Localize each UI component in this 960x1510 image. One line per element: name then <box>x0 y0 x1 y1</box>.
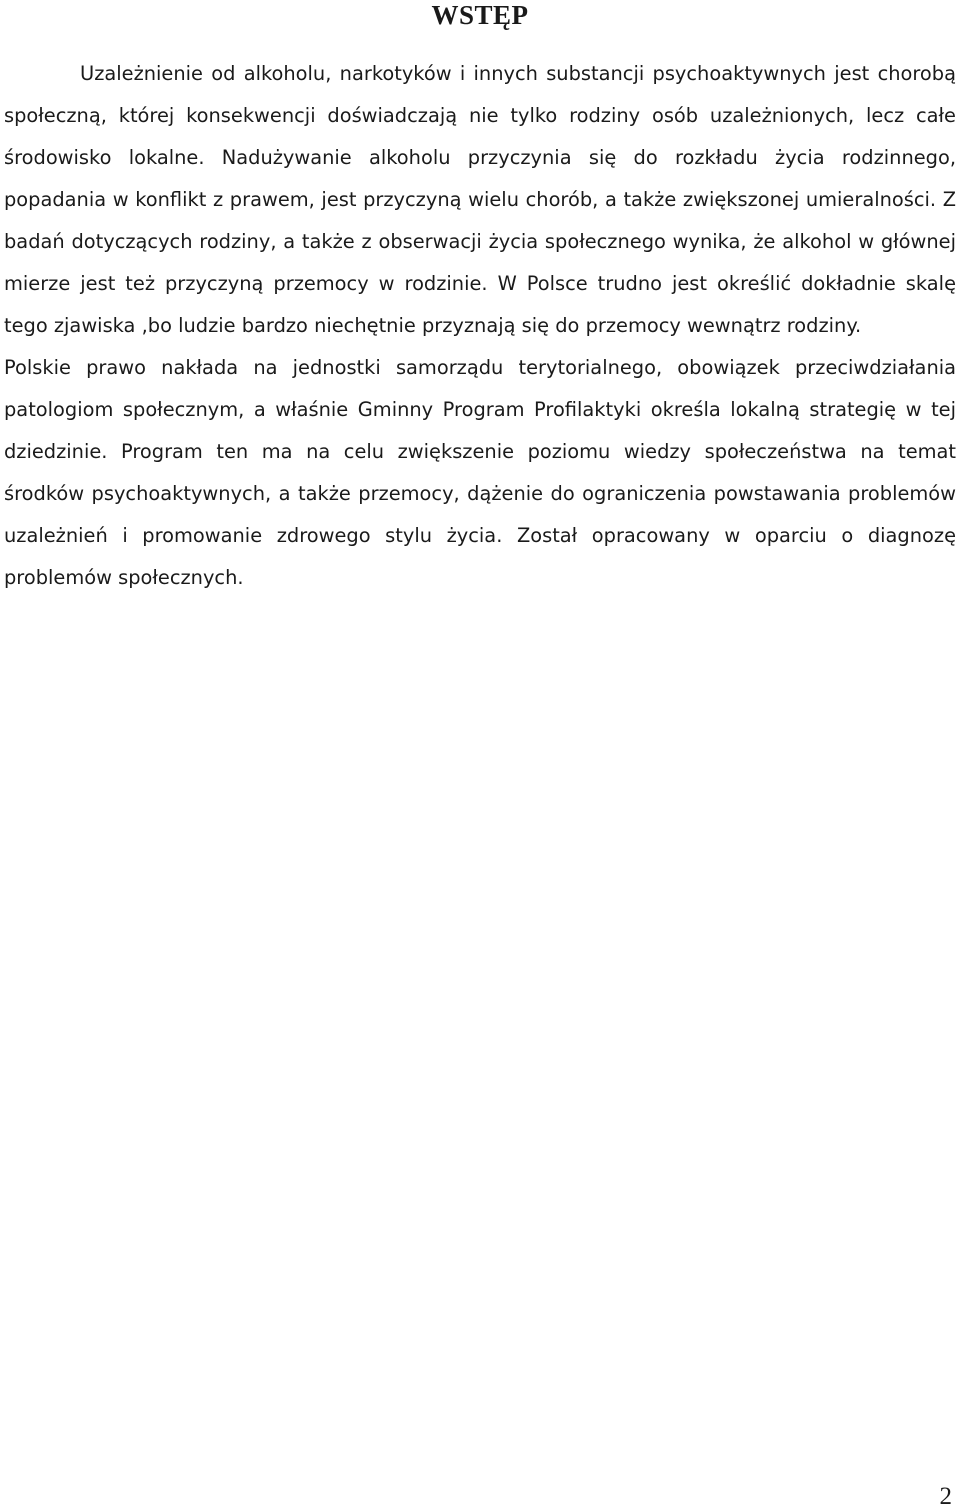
paragraph-program: Polskie prawo nakłada na jednostki samorządu terytorialnego, obowiązek przeciwdziałania patologiom społecznym, a właśnie Gminny Program Profilaktyki określa lokalną strategię w tej dziedzinie. Program ten ma na celu zwiększenie poziomu wiedzy społeczeństwa na temat środków psychoaktywnych, a także przemocy, dążenie do ograniczenia powstawania problemów uzależnień i promowanie zdrowego stylu życia. Został opracowany w oparciu o diagnozę problemów społecznych. <box>4 356 956 589</box>
paragraph-intro: Uzależnienie od alkoholu, narkotyków i innych substancji psychoaktywnych jest chorobą społeczną, której konsekwencji doświadczają nie tylko rodziny osób uzależnionych, lecz całe środowisko lokalne. Nadużywanie alkoholu przyczynia się do rozkładu życia rodzinnego, popadania w konflikt z prawem, jest przyczyną wielu chorób, a także zwiększonej umieralności. Z badań dotyczących rodziny, a także z obserwacji życia społecznego wynika, że alkohol w głównej mierze jest też przyczyną przemocy w rodzinie. W Polsce trudno jest określić dokładnie skalę tego zjawiska ,bo ludzie bardzo niechętnie przyznają się do przemocy wewnątrz rodziny. <box>4 62 956 337</box>
page-number: 2 <box>939 1483 952 1510</box>
page-title: WSTĘP <box>431 0 529 30</box>
body-text <box>4 53 956 599</box>
